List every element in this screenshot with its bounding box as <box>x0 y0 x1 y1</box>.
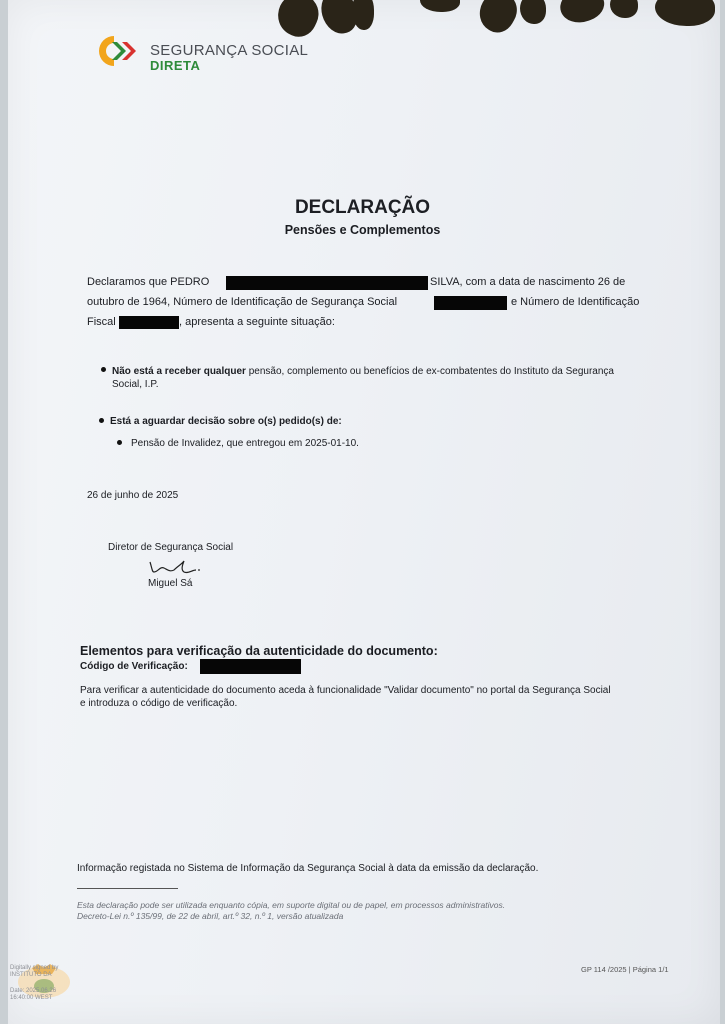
signatory-role: Diretor de Segurança Social <box>108 542 234 553</box>
verification-title: Elementos para verificação da autenticidade do documento: <box>80 644 438 658</box>
verification-instructions-2: e introduza o código de verificação. <box>80 698 238 709</box>
redaction-nif <box>119 316 179 329</box>
footer-note-1: Esta declaração pode ser utilizada enquanto cópia, em suporte digital ou de papel, em processos administrativos. <box>77 900 506 910</box>
intro-line2-start: outubro de 1964, Número de Identificação de Segurança Social <box>87 296 398 308</box>
redaction-name <box>226 276 428 290</box>
logo-subtext: DIRETA <box>150 58 201 73</box>
seguranca-social-logo-icon <box>92 30 146 72</box>
bullet-icon <box>99 418 104 423</box>
seal-text-2: INSTITUTO DA <box>10 972 52 978</box>
situation-item-2: Está a aguardar decisão sobre o(s) pedido(s) de: <box>110 416 342 427</box>
redaction-verification-code <box>200 659 301 674</box>
situation-item-1-bold: Não está a receber qualquer <box>112 366 246 377</box>
intro-line3-start: Fiscal <box>87 316 116 328</box>
logo-text: SEGURANÇA SOCIAL <box>150 42 309 59</box>
verification-code-label: Código de Verificação: <box>80 661 188 672</box>
intro-line3-end: , apresenta a seguinte situação: <box>179 316 335 328</box>
footer-note-2: Decreto-Lei n.º 135/99, de 22 de abril, art.º 32, n.º 1, versão atualizada <box>77 911 344 921</box>
document-title: DECLARAÇÃO <box>294 197 431 218</box>
redaction-niss <box>434 296 507 310</box>
situation-item-1-line2: Social, I.P. <box>112 379 159 390</box>
foliage-shadow <box>270 0 725 55</box>
intro-line1-end: SILVA, com a data de nascimento 26 de <box>430 276 626 288</box>
footer-divider <box>77 888 178 889</box>
situation-item-1-text: pensão, complemento ou benefícios de ex-combatentes do Instituto da Segurança <box>245 366 614 377</box>
bullet-icon <box>101 367 106 372</box>
signatory-name: Miguel Sá <box>148 578 193 589</box>
situation-item-1 <box>112 361 614 382</box>
intro-line2-end: e Número de Identificação <box>511 296 640 308</box>
document-date: 26 de junho de 2025 <box>87 490 179 501</box>
document-subtitle: Pensões e Complementos <box>284 223 441 237</box>
verification-instructions-1: Para verificar a autenticidade do documento aceda à funcionalidade "Validar documento" no portal da Segurança Social <box>80 685 611 696</box>
page-reference: GP 114 /2025 | Página 1/1 <box>581 965 669 974</box>
intro-line1-start: Declaramos que PEDRO <box>87 276 210 288</box>
situation-item-2-sub: Pensão de Invalidez, que entregou em 2025-01-10. <box>131 438 359 449</box>
bullet-icon <box>117 440 122 445</box>
footer-info: Informação registada no Sistema de Informação da Segurança Social à data da emissão da declaração. <box>77 863 539 874</box>
seal-text-3: Date: 2025.06.26 <box>10 988 57 994</box>
seal-text-4: 16:40:00 WEST <box>10 995 53 1001</box>
seal-text-1: Digitally signed by <box>10 965 59 971</box>
